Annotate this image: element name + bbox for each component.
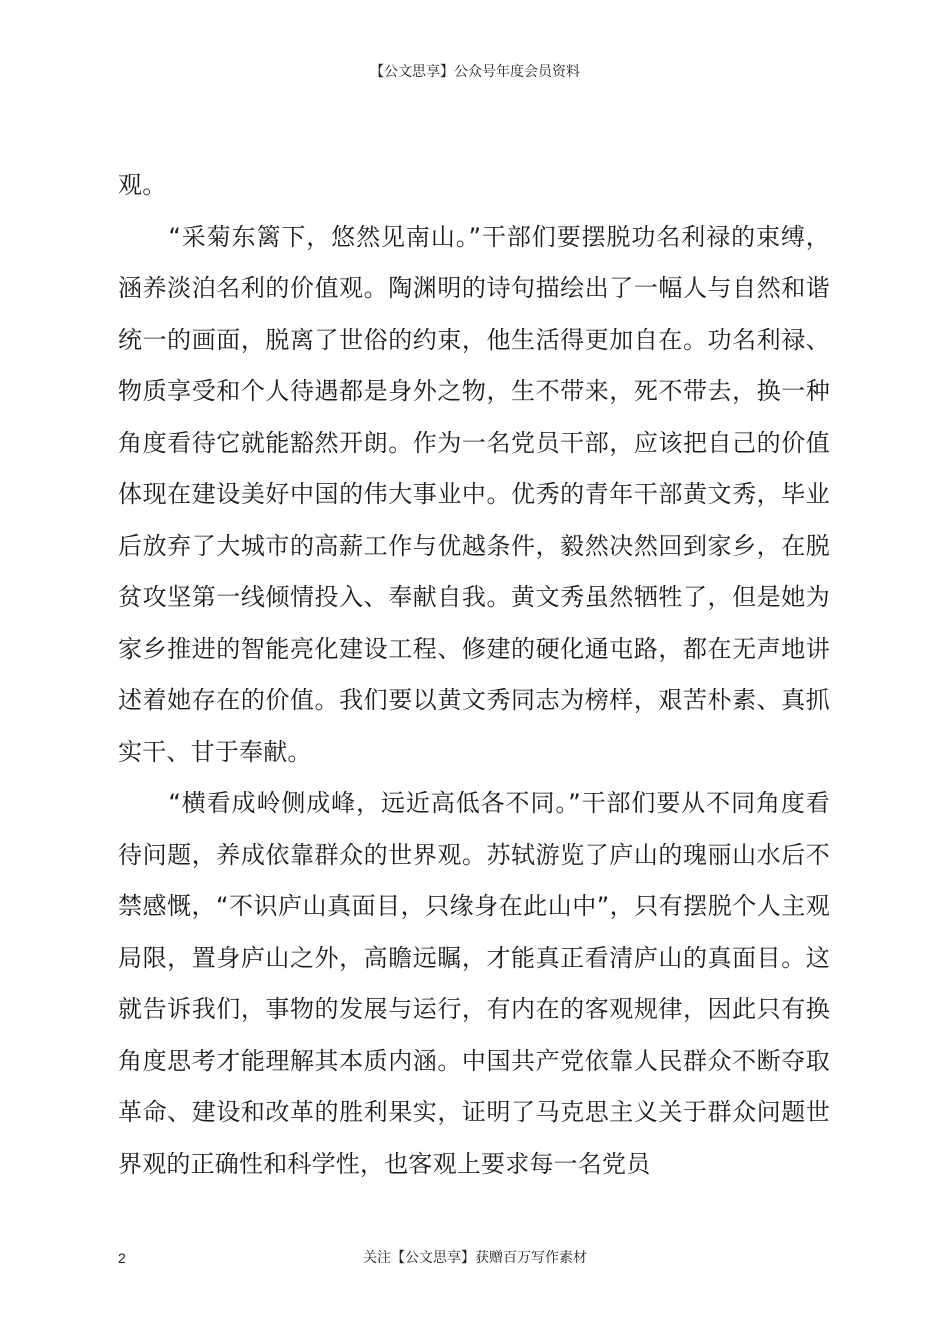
page-footer: 关注【公文思享】获赠百万写作素材 [363, 1250, 587, 1266]
document-body [118, 160, 830, 1190]
paragraph-lushan: “横看成岭侧成峰，远近高低各不同。”干部们要从不同角度看待问题，养成依靠群众的世界观。苏轼游览了庐山的瑰丽山水后不禁感慨，“不识庐山真面目，只缘身在此山中”，只有摆脱个人主观局限，置身庐山之外，高瞻远瞩，才能真正看清庐山的真面目。这就告诉我们，事物的发展与运行，有内在的客观规律，因此只有换角度思考才能理解其本质内涵。中国共产党依靠人民群众不断夺取革命、建设和改革的胜利果实，证明了马克思主义关于群众问题世界观的正确性和科学性，也客观上要求每一名党员 [118, 789, 830, 1178]
paragraph-chrysanthemum: “采菊东篱下，悠然见南山。”干部们要摆脱功名利禄的束缚，涵养淡泊名利的价值观。陶渊明的诗句描绘出了一幅人与自然和谐统一的画面，脱离了世俗的约束，他生活得更加自在。功名利禄、物质享受和个人待遇都是身外之物，生不带来，死不带去，换一种角度看待它就能豁然开朗。作为一名党员干部，应该把自己的价值体现在建设美好中国的伟大事业中。优秀的青年干部黄文秀，毕业后放弃了大城市的高薪工作与优越条件，毅然决然回到家乡，在脱贫攻坚第一线倾情投入、奉献自我。黄文秀虽然牺牲了，但是她为家乡推进的智能亮化建设工程、修建的硬化通屯路，都在无声地讲述着她存在的价值。我们要以黄文秀同志为榜样，艰苦朴素、真抓实干、甘于奉献。 [118, 222, 830, 766]
page-number: 2 [118, 1250, 126, 1266]
paragraph-continuation: 观。 [118, 171, 167, 199]
page-header: 【公文思享】公众号年度会员资料 [370, 64, 580, 80]
